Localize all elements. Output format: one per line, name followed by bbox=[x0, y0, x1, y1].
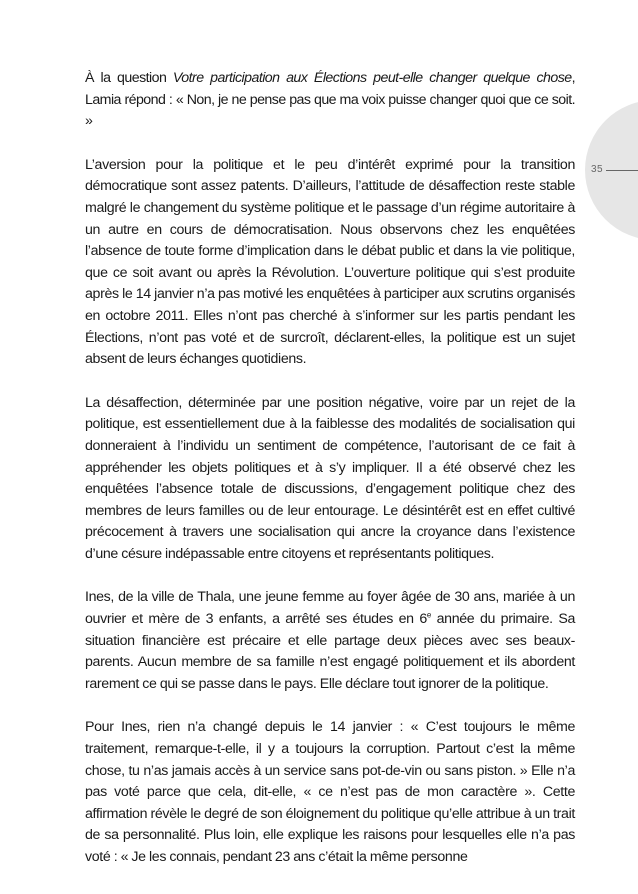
paragraph-4 bbox=[85, 587, 575, 695]
survey-question: Votre participation aux Élections peut-elle changer quelque chose bbox=[172, 70, 572, 86]
body-text bbox=[85, 68, 575, 891]
paragraph-4-after: année du primaire. Sa situation financière est précaire et elle partage deux pièces avec ses beaux-parents. Aucun membre de sa famille n’est engagé politiquement et ils abordent rarement ce qui se passe dans le pays. Elle déclare tout ignorer de la politique. bbox=[85, 611, 576, 692]
page-number-rule bbox=[606, 170, 638, 171]
paragraph-1 bbox=[85, 68, 575, 133]
paragraph-3: La désaffection, déterminée par une position négative, voire par un rejet de la politique, est essentiellement due à la faiblesse des modalités de socialisation qui donneraient à l’individu un sentiment de compétence, l’autorisant de ce fait à appréhender les objets politiques et à s’y impliquer. Il a été observé chez les enquêtées l’absence totale de discussions, d’engagement politique chez des membres de leurs familles ou de leur entourage. Le désintérêt est en effet cultivé précocement à travers une socialisation qui ancre la croyance dans l’existence d’une césure indépassable entre citoyens et représentants politiques. bbox=[85, 394, 575, 562]
paragraph-5: Pour Ines, rien n’a changé depuis le 14 janvier : « C’est toujours le même traitement, remarque-t-elle, il y a toujours la corruption. Partout c’est la même chose, tu n’as jamais accès à un service sans pot-de-vin ou sans piston. » Elle n’a pas voté parce que cela, dit-elle, « ce n’est pas de mon caractère ». Cette affirmation révèle le degré de son éloignement du politique qu’elle attribue à un trait de sa personnalité. Plus loin, elle explique les raisons pour lesquelles elle n’a pas voté : « Je les connais, pendant 23 ans c’était la même personne bbox=[85, 719, 575, 865]
paragraph-4-before: Ines, de la ville de Thala, une jeune femme au foyer âgée de 30 ans, mariée à un ouvrier et mère de 3 enfants, a arrêté ses études en 6 bbox=[85, 589, 575, 628]
paragraph-1-intro: À la question bbox=[85, 70, 173, 86]
paragraph-2: L’aversion pour la politique et le peu d’intérêt exprimé pour la transition démocratique sont assez patents. D’ailleurs, l’attitude de désaffection reste stable malgré le changement du système politique et le passage d’un régime autoritaire à un autre en cours de démocratisation. Nous observons chez les enquêtées l’absence de toute forme d’implication dans le débat public et dans la vie politique, que ce soit avant ou après la Révolution. L’ouverture politique qui s’est produite après le 14 janvier n’a pas motivé les enquêtées à participer aux scrutins organisés en octobre 2011. Elles n’ont pas cherché à s’informer sur les partis pendant les Élections, n’ont pas voté et de surcroît, déclarent-elles, la politique est un sujet absent de leurs échanges quotidiens. bbox=[85, 156, 575, 368]
paragraph-1-rest: , Lamia répond : « Non, je ne pense pas que ma voix puisse changer quoi que ce soit. » bbox=[85, 70, 575, 130]
page-number: 35 bbox=[591, 164, 604, 175]
ordinal-superscript: e bbox=[426, 610, 431, 620]
